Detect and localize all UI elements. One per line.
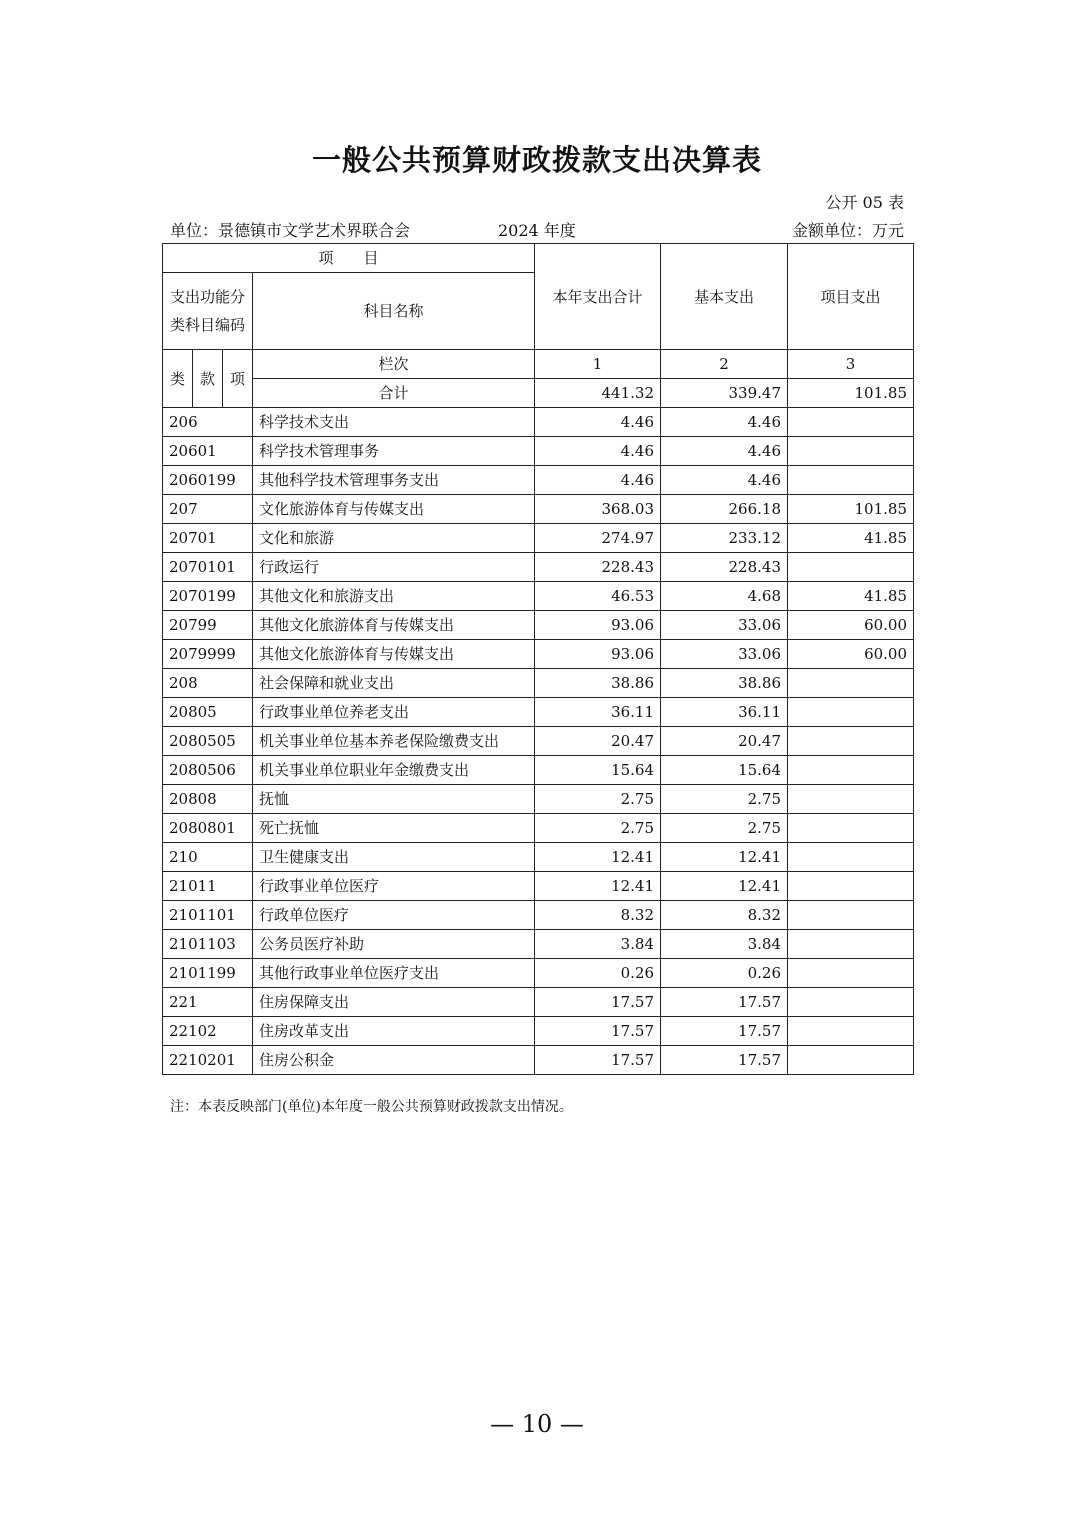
header-col-2: 2	[661, 350, 788, 379]
row-project	[788, 1017, 914, 1046]
row-basic: 228.43	[661, 553, 788, 582]
row-code: 20799	[163, 611, 253, 640]
sum-project: 101.85	[788, 379, 914, 408]
row-project	[788, 785, 914, 814]
table-row	[163, 930, 914, 959]
row-name: 住房改革支出	[253, 1017, 535, 1046]
row-basic: 12.41	[661, 872, 788, 901]
row-name: 文化旅游体育与传媒支出	[253, 495, 535, 524]
table-note: 注：本表反映部门(单位)本年度一般公共预算财政拨款支出情况。	[170, 1099, 573, 1115]
row-basic: 8.32	[661, 901, 788, 930]
row-code: 2070199	[163, 582, 253, 611]
row-project: 41.85	[788, 582, 914, 611]
row-name: 死亡抚恤	[253, 814, 535, 843]
row-basic: 17.57	[661, 1017, 788, 1046]
row-name: 抚恤	[253, 785, 535, 814]
page-title: 一般公共预算财政拨款支出决算表	[311, 143, 762, 177]
row-project	[788, 553, 914, 582]
table-row	[163, 611, 914, 640]
row-basic: 17.57	[661, 1046, 788, 1075]
row-project	[788, 727, 914, 756]
row-code: 206	[163, 408, 253, 437]
table-row	[163, 988, 914, 1017]
table-row	[163, 698, 914, 727]
row-code: 20805	[163, 698, 253, 727]
table-row	[163, 756, 914, 785]
row-code: 2060199	[163, 466, 253, 495]
table-row	[163, 466, 914, 495]
header-item: 项 目	[163, 244, 535, 273]
row-total: 93.06	[535, 611, 661, 640]
row-code: 208	[163, 669, 253, 698]
row-name: 公务员医疗补助	[253, 930, 535, 959]
row-total: 17.57	[535, 988, 661, 1017]
row-project: 41.85	[788, 524, 914, 553]
header-project: 项目支出	[788, 244, 914, 350]
row-total: 12.41	[535, 872, 661, 901]
reporting-unit: 单位：景德镇市文学艺术界联合会	[170, 221, 411, 240]
row-basic: 4.46	[661, 466, 788, 495]
table-row	[163, 524, 914, 553]
row-code: 2101103	[163, 930, 253, 959]
row-name: 文化和旅游	[253, 524, 535, 553]
row-basic: 233.12	[661, 524, 788, 553]
row-project	[788, 930, 914, 959]
header-xiang: 项	[223, 350, 253, 408]
sum-total: 441.32	[535, 379, 661, 408]
row-basic: 33.06	[661, 611, 788, 640]
row-basic: 36.11	[661, 698, 788, 727]
row-total: 274.97	[535, 524, 661, 553]
row-total: 368.03	[535, 495, 661, 524]
header-kuan: 款	[193, 350, 223, 408]
row-name: 其他文化和旅游支出	[253, 582, 535, 611]
row-total: 4.46	[535, 437, 661, 466]
row-name: 机关事业单位职业年金缴费支出	[253, 756, 535, 785]
row-basic: 2.75	[661, 814, 788, 843]
row-code: 20808	[163, 785, 253, 814]
row-basic: 4.46	[661, 437, 788, 466]
row-total: 36.11	[535, 698, 661, 727]
row-total: 4.46	[535, 466, 661, 495]
row-basic: 266.18	[661, 495, 788, 524]
row-project: 60.00	[788, 611, 914, 640]
header-lanci: 栏次	[253, 350, 535, 379]
row-code: 21011	[163, 872, 253, 901]
row-project	[788, 466, 914, 495]
row-total: 2.75	[535, 814, 661, 843]
row-total: 4.46	[535, 408, 661, 437]
table-row	[163, 553, 914, 582]
row-project	[788, 669, 914, 698]
row-code: 207	[163, 495, 253, 524]
row-total: 8.32	[535, 901, 661, 930]
row-project	[788, 408, 914, 437]
row-code: 2080801	[163, 814, 253, 843]
table-row	[163, 495, 914, 524]
table-row	[163, 1017, 914, 1046]
row-code: 2101199	[163, 959, 253, 988]
row-basic: 0.26	[661, 959, 788, 988]
page-number: — 10 —	[490, 1410, 584, 1438]
header-total: 本年支出合计	[535, 244, 661, 350]
row-project	[788, 843, 914, 872]
row-name: 行政单位医疗	[253, 901, 535, 930]
fiscal-year: 2024 年度	[498, 221, 576, 240]
sum-label: 合计	[253, 379, 535, 408]
row-code: 2070101	[163, 553, 253, 582]
row-total: 2.75	[535, 785, 661, 814]
row-basic: 20.47	[661, 727, 788, 756]
row-basic: 4.68	[661, 582, 788, 611]
row-project	[788, 814, 914, 843]
sum-row	[163, 379, 914, 408]
row-code: 221	[163, 988, 253, 1017]
row-name: 其他科学技术管理事务支出	[253, 466, 535, 495]
row-code: 20701	[163, 524, 253, 553]
row-project: 101.85	[788, 495, 914, 524]
row-total: 12.41	[535, 843, 661, 872]
header-basic: 基本支出	[661, 244, 788, 350]
row-project	[788, 698, 914, 727]
table-row	[163, 872, 914, 901]
row-name: 科学技术支出	[253, 408, 535, 437]
row-total: 38.86	[535, 669, 661, 698]
row-code: 210	[163, 843, 253, 872]
table-row	[163, 408, 914, 437]
row-basic: 15.64	[661, 756, 788, 785]
header-name: 科目名称	[253, 273, 535, 350]
row-total: 0.26	[535, 959, 661, 988]
row-basic: 12.41	[661, 843, 788, 872]
row-code: 2079999	[163, 640, 253, 669]
row-basic: 38.86	[661, 669, 788, 698]
row-total: 46.53	[535, 582, 661, 611]
row-total: 3.84	[535, 930, 661, 959]
row-code: 2210201	[163, 1046, 253, 1075]
table-row	[163, 814, 914, 843]
row-basic: 17.57	[661, 988, 788, 1017]
header-col-3: 3	[788, 350, 914, 379]
row-code: 2080505	[163, 727, 253, 756]
row-total: 20.47	[535, 727, 661, 756]
row-total: 17.57	[535, 1017, 661, 1046]
row-project	[788, 901, 914, 930]
row-code: 20601	[163, 437, 253, 466]
header-code-group: 支出功能分类科目编码	[163, 273, 253, 350]
row-total: 17.57	[535, 1046, 661, 1075]
row-name: 科学技术管理事务	[253, 437, 535, 466]
table-row	[163, 669, 914, 698]
table-row	[163, 785, 914, 814]
row-basic: 33.06	[661, 640, 788, 669]
row-name: 行政事业单位养老支出	[253, 698, 535, 727]
table-row	[163, 959, 914, 988]
header-lei: 类	[163, 350, 193, 408]
table-row	[163, 901, 914, 930]
row-basic: 2.75	[661, 785, 788, 814]
table-row	[163, 582, 914, 611]
row-code: 22102	[163, 1017, 253, 1046]
row-project	[788, 437, 914, 466]
form-number: 公开 05 表	[825, 193, 904, 212]
row-code: 2101101	[163, 901, 253, 930]
row-project	[788, 959, 914, 988]
row-name: 住房保障支出	[253, 988, 535, 1017]
row-code: 2080506	[163, 756, 253, 785]
row-name: 卫生健康支出	[253, 843, 535, 872]
row-basic: 3.84	[661, 930, 788, 959]
row-name: 社会保障和就业支出	[253, 669, 535, 698]
row-project	[788, 756, 914, 785]
row-name: 其他文化旅游体育与传媒支出	[253, 611, 535, 640]
row-name: 其他行政事业单位医疗支出	[253, 959, 535, 988]
row-project	[788, 988, 914, 1017]
row-project	[788, 1046, 914, 1075]
money-unit: 金额单位：万元	[791, 221, 904, 240]
table-row	[163, 727, 914, 756]
row-name: 住房公积金	[253, 1046, 535, 1075]
sum-basic: 339.47	[661, 379, 788, 408]
table-row	[163, 640, 914, 669]
row-project: 60.00	[788, 640, 914, 669]
row-total: 93.06	[535, 640, 661, 669]
table-row	[163, 1046, 914, 1075]
row-project	[788, 872, 914, 901]
header-row-3	[163, 350, 914, 379]
expenditure-table	[162, 243, 914, 1075]
row-total: 15.64	[535, 756, 661, 785]
row-name: 机关事业单位基本养老保险缴费支出	[253, 727, 535, 756]
header-col-1: 1	[535, 350, 661, 379]
header-row-1	[163, 244, 914, 273]
row-total: 228.43	[535, 553, 661, 582]
row-basic: 4.46	[661, 408, 788, 437]
row-name: 行政事业单位医疗	[253, 872, 535, 901]
table-row	[163, 843, 914, 872]
row-name: 行政运行	[253, 553, 535, 582]
row-name: 其他文化旅游体育与传媒支出	[253, 640, 535, 669]
table-row	[163, 437, 914, 466]
